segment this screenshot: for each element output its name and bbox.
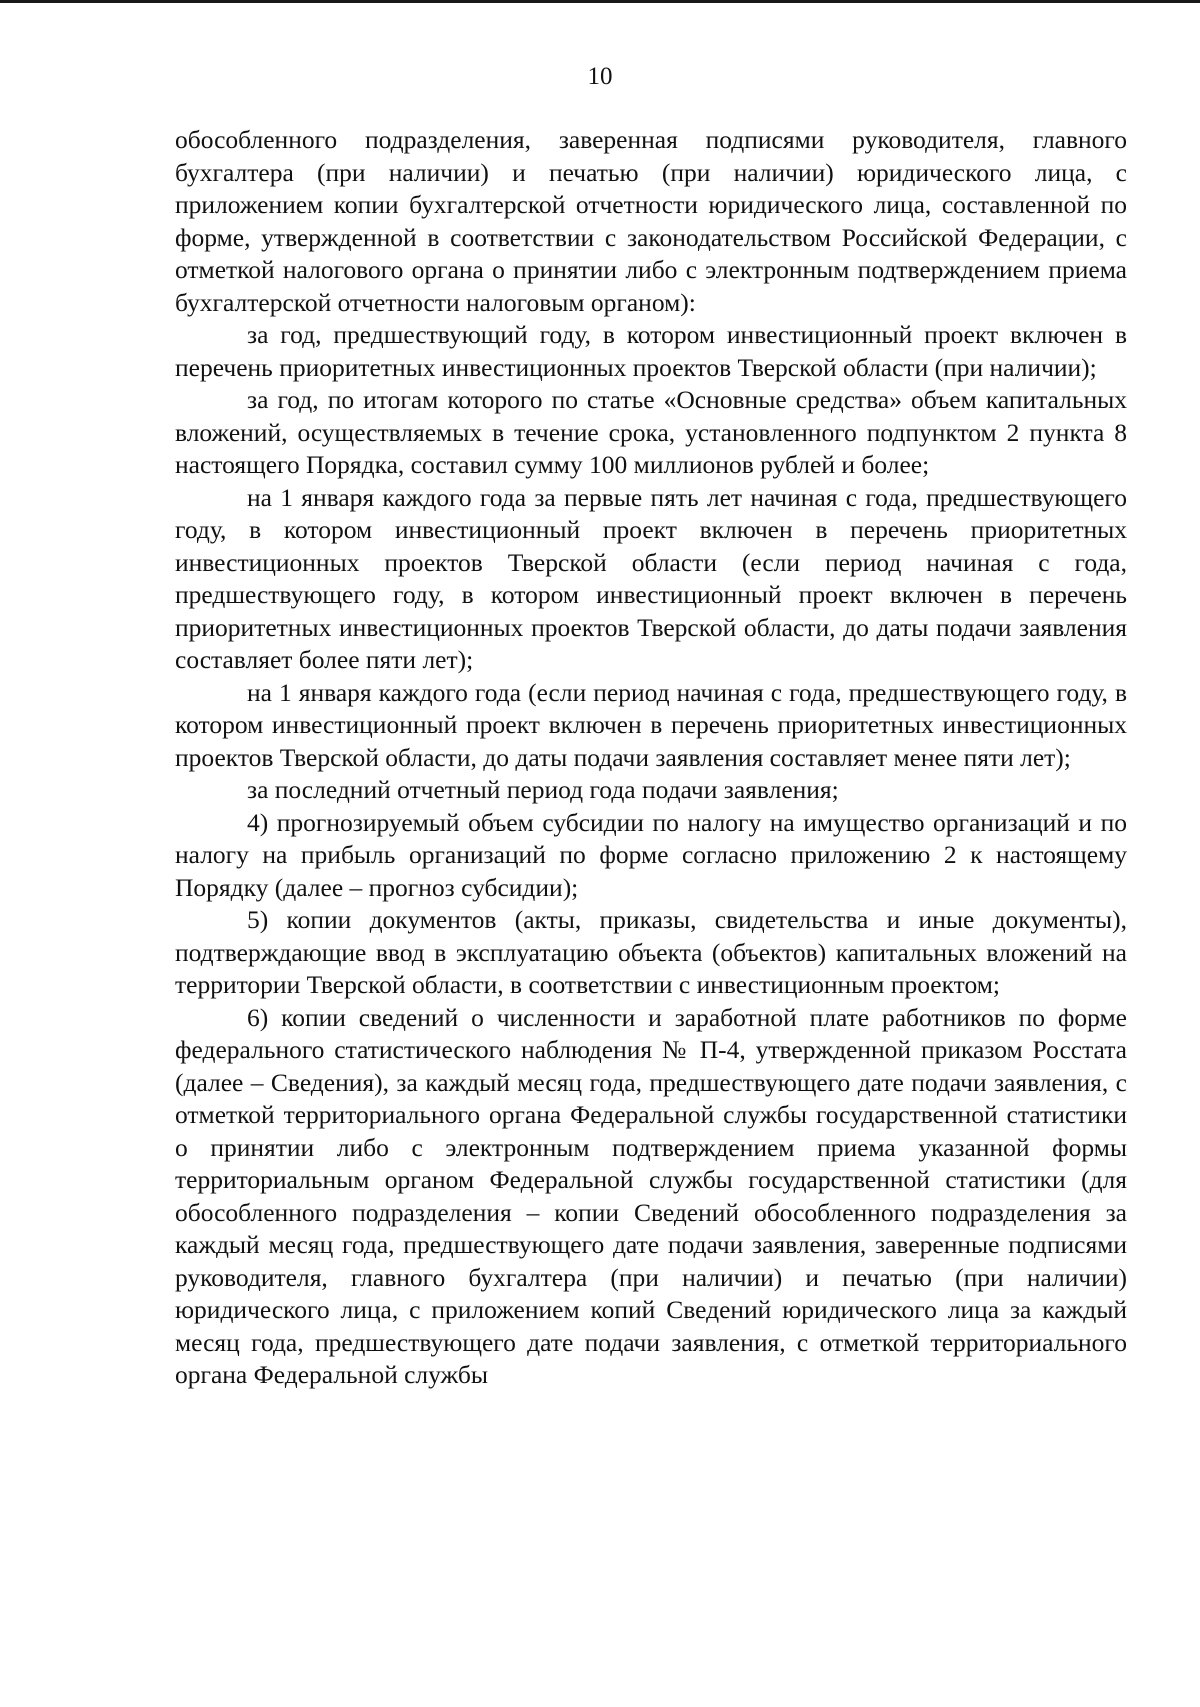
- page-top-edge: [0, 0, 1200, 3]
- paragraph-jan1-each-year: на 1 января каждого года (если период начиная с года, предшествующего году, в котором инвестиционный проект включен в перечень приоритетных инвестиционных проектов Тверской области, до даты подачи заявления составляет менее пяти лет);: [175, 677, 1127, 772]
- paragraph-item-6: 6) копии сведений о численности и заработной плате работников по форме федерального статистического наблюдения № П-4, утвержденной приказом Росстата (далее – Сведения), за каждый месяц года, предшествующего дате подачи заявления, с отметкой территориального органа Федеральной службы государственной статистики о принятии либо с электронным подтверждением приема указанной формы территориальным органом Федеральной службы государственной статистики (для обособленного подразделения – копии Сведений обособленного подразделения за каждый месяц года, предшествующего дате подачи заявления, заверенные подписями руководителя, главного бухгалтера (при наличии) и печатью (при наличии) юридического лица, с приложением копий Сведений юридического лица за каждый месяц года, предшествующего дате подачи заявления, с отметкой территориального органа Федеральной службы: [175, 1002, 1127, 1389]
- document-body: [175, 124, 1127, 1392]
- paragraph-year-before: за год, предшествующий году, в котором инвестиционный проект включен в перечень приоритетных инвестиционных проектов Тверской области (при наличии);: [175, 320, 1127, 382]
- paragraph-year-fixed-assets: за год, по итогам которого по статье «Основные средства» объем капитальных вложений, осуществляемых в течение срока, установленного подпунктом 2 пункта 8 настоящего Порядка, составил сумму 100 миллионов рублей и более;: [175, 385, 1127, 479]
- paragraph-intro: обособленного подразделения, заверенная подписями руководителя, главного бухгалтера (при наличии) и печатью (при наличии) юридического лица, с приложением копии бухгалтерской отчетности юридического лица, составленной по форме, утвержденной в соответствии с законодательством Российской Федерации, с отметкой налогового органа о принятии либо с электронным подтверждением приема бухгалтерской отчетности налоговым органом):: [175, 125, 1127, 317]
- paragraph-item-4: 4) прогнозируемый объем субсидии по налогу на имущество организаций и по налогу на прибыль организаций по форме согласно приложению 2 к настоящему Порядку (далее – прогноз субсидии);: [175, 807, 1127, 902]
- paragraph-item-5: 5) копии документов (акты, приказы, свидетельства и иные документы), подтверждающие ввод в эксплуатацию объекта (объектов) капитальных вложений на территории Тверской области, в соответствии с инвестиционным проектом;: [175, 905, 1127, 999]
- paragraph-jan1-first-five: на 1 января каждого года за первые пять лет начиная с года, предшествующего году, в котором инвестиционный проект включен в перечень приоритетных инвестиционных проектов Тверской области (если период начиная с года, предшествующего году, в котором инвестиционный проект включен в перечень приоритетных инвестиционных проектов Тверской области, до даты подачи заявления составляет более пяти лет);: [175, 482, 1127, 674]
- paragraph-last-period: за последний отчетный период года подачи заявления;: [247, 775, 839, 804]
- page-number: 10: [587, 63, 613, 90]
